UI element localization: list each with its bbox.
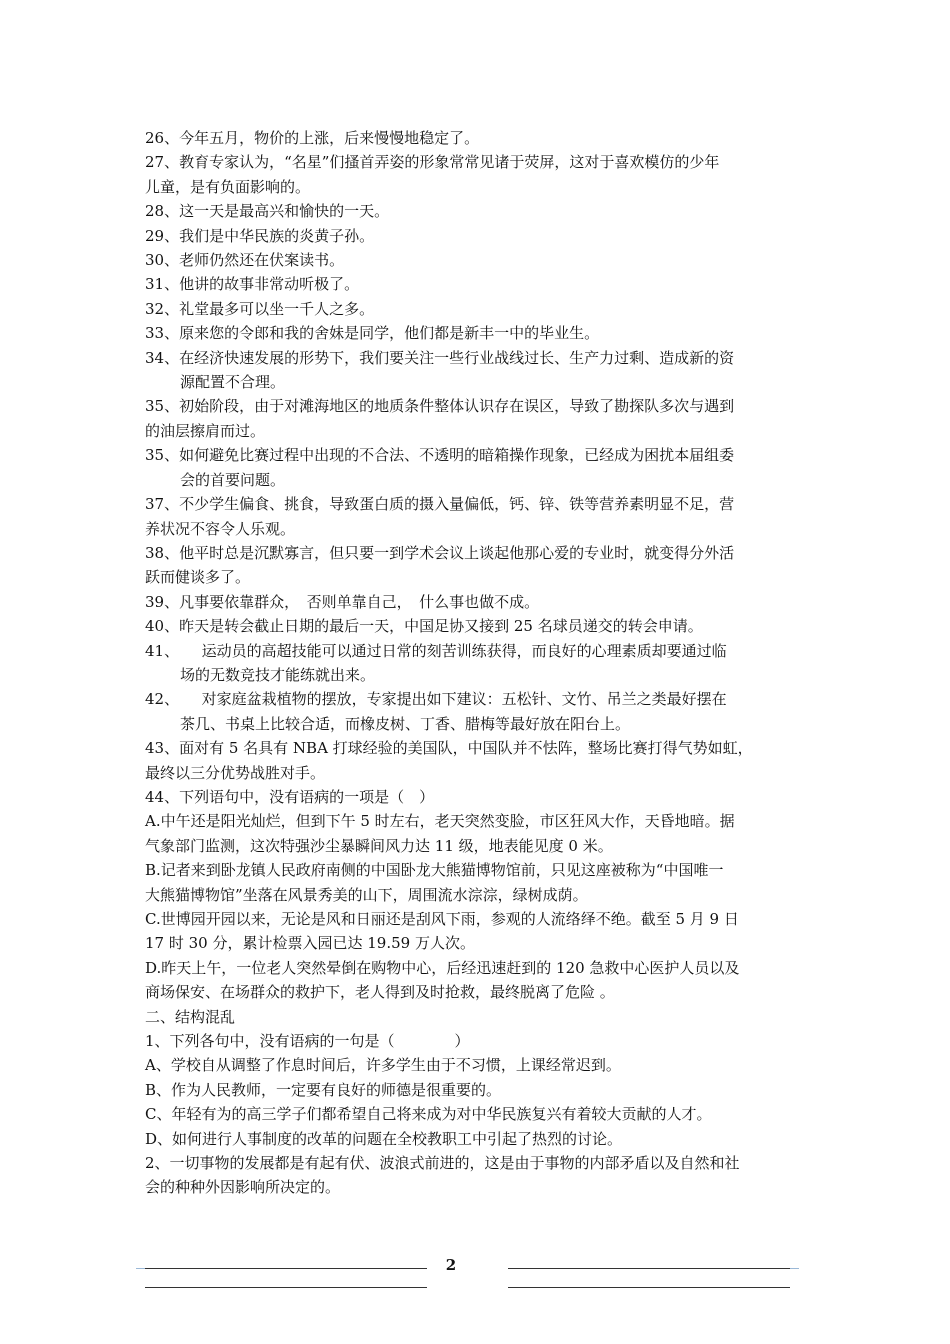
question-38-cont: 跃而健谈多了。 bbox=[145, 568, 251, 587]
q1-option-c: C、年轻有为的高三学子们都希望自己将来成为对中华民族复兴有着较大贡献的人才。 bbox=[145, 1105, 712, 1124]
footer-rule-left-bottom bbox=[145, 1287, 427, 1288]
question-43-cont: 最终以三分优势战胜对手。 bbox=[145, 763, 326, 782]
question-43: 43、面对有 5 名具有 NBA 打球经验的美国队，中国队并不怯阵，整场比赛打得气势如虹， bbox=[145, 739, 753, 758]
q1-option-d: D、如何进行人事制度的改革的问题在全校教职工中引起了热烈的讨论。 bbox=[145, 1129, 623, 1148]
document-body bbox=[145, 126, 813, 1200]
option-a: A.中午还是阳光灿烂，但到下午 5 时左右，老天突然变脸，市区狂风大作，天昏地暗。据 bbox=[145, 812, 735, 831]
question-34-cont: 源配置不合理。 bbox=[180, 373, 286, 392]
footer-rule-right-top bbox=[508, 1268, 790, 1269]
question-32: 32、礼堂最多可以坐一千人之多。 bbox=[145, 299, 375, 318]
option-a-cont: 气象部门监测，这次特强沙尘暴瞬间风力达 11 级，地表能见度 0 米。 bbox=[145, 836, 613, 855]
question-37-cont: 养状况不容令人乐观。 bbox=[145, 519, 296, 538]
page-number: 2 bbox=[445, 1256, 457, 1274]
question-35a: 35、初始阶段，由于对滩海地区的地质条件整体认识存在误区，导致了勘探队多次与遇到 bbox=[145, 397, 735, 416]
question-35a-cont: 的油层擦肩而过。 bbox=[145, 421, 266, 440]
question-27: 27、教育专家认为，“名星”们搔首弄姿的形象常常见诸于荧屏，这对于喜欢模仿的少年 bbox=[145, 153, 720, 172]
footer-rule-left-top bbox=[145, 1268, 427, 1269]
question-39: 39、凡事要依靠群众， 否则单靠自己， 什么事也做不成。 bbox=[145, 592, 540, 611]
question-35b-cont: 会的首要问题。 bbox=[180, 470, 286, 489]
question-30: 30、老师仍然还在伏案读书。 bbox=[145, 251, 345, 270]
question-2: 2、一切事物的发展都是有起有伏、波浪式前进的，这是由于事物的内部矛盾以及自然和社 bbox=[145, 1154, 740, 1173]
question-37: 37、不少学生偏食、挑食，导致蛋白质的摄入量偏低，钙、锌、铁等营养素明显不足，营 bbox=[145, 495, 735, 514]
option-c-cont: 17 时 30 分，累计检票入园已达 19.59 万人次。 bbox=[145, 934, 475, 953]
question-29: 29、我们是中华民族的炎黄子孙。 bbox=[145, 226, 375, 245]
question-33: 33、原来您的令郎和我的舍妹是同学，他们都是新丰一中的毕业生。 bbox=[145, 324, 600, 343]
question-40: 40、昨天是转会截止日期的最后一天，中国足协又接到 25 名球员递交的转会申请。 bbox=[145, 617, 703, 636]
question-38: 38、他平时总是沉默寡言，但只要一到学术会议上谈起他那心爱的专业时，就变得分外活 bbox=[145, 543, 735, 562]
question-34: 34、在经济快速发展的形势下，我们要关注一些行业战线过长、生产力过剩、造成新的资 bbox=[145, 348, 735, 367]
option-c: C.世博园开园以来，无论是风和日丽还是刮风下雨，参观的人流络绎不绝。截至 5 月 9 日 bbox=[145, 910, 739, 928]
question-26: 26、今年五月，物价的上涨，后来慢慢地稳定了。 bbox=[145, 129, 480, 147]
question-42: 42、 对家庭盆栽植物的摆放，专家提出如下建议：五松针、文竹、吊兰之类最好摆在 bbox=[145, 690, 727, 709]
question-31: 31、他讲的故事非常动听极了。 bbox=[145, 275, 360, 294]
question-42-cont: 茶几、书桌上比较合适，而橡皮树、丁香、腊梅等最好放在阳台上。 bbox=[180, 714, 631, 733]
q1-option-b: B、作为人民教师，一定要有良好的师德是很重要的。 bbox=[145, 1080, 502, 1099]
option-d-cont: 商场保安、在场群众的救护下，老人得到及时抢救，最终脱离了危险 。 bbox=[145, 983, 615, 1002]
question-27-cont: 儿童，是有负面影响的。 bbox=[145, 177, 311, 196]
question-41-cont: 场的无数竞技才能练就出来。 bbox=[180, 665, 376, 684]
question-41: 41、 运动员的高超技能可以通过日常的刻苦训练获得，而良好的心理素质却要通过临 bbox=[145, 641, 727, 660]
option-b: B.记者来到卧龙镇人民政府南侧的中国卧龙大熊猫博物馆前，只见这座被称为“中国唯一 bbox=[145, 861, 724, 880]
footer-tick-left bbox=[136, 1268, 145, 1269]
question-44: 44、下列语句中，没有语病的一项是（ ） bbox=[145, 787, 435, 806]
question-28: 28、这一天是最高兴和愉快的一天。 bbox=[145, 202, 390, 221]
footer-rule-right-bottom bbox=[508, 1287, 790, 1288]
question-35b: 35、如何避免比赛过程中出现的不合法、不透明的暗箱操作现象，已经成为困扰本届组委 bbox=[145, 446, 735, 465]
option-d: D.昨天上午，一位老人突然晕倒在购物中心，后经迅速赶到的 120 急救中心医护人员以及 bbox=[145, 958, 740, 977]
footer-tick-right bbox=[790, 1268, 799, 1269]
q1-option-a: A、学校自从调整了作息时间后，许多学生由于不习惯，上课经常迟到。 bbox=[145, 1056, 621, 1075]
section-heading: 二、结构混乱 bbox=[145, 1007, 236, 1026]
question-1: 1、下列各句中，没有语病的一句是（ ） bbox=[145, 1032, 470, 1051]
option-b-cont: 大熊猫博物馆”坐落在风景秀美的山下，周围流水淙淙，绿树成荫。 bbox=[145, 885, 588, 904]
question-2-cont: 会的种种外因影响所决定的。 bbox=[145, 1178, 341, 1197]
